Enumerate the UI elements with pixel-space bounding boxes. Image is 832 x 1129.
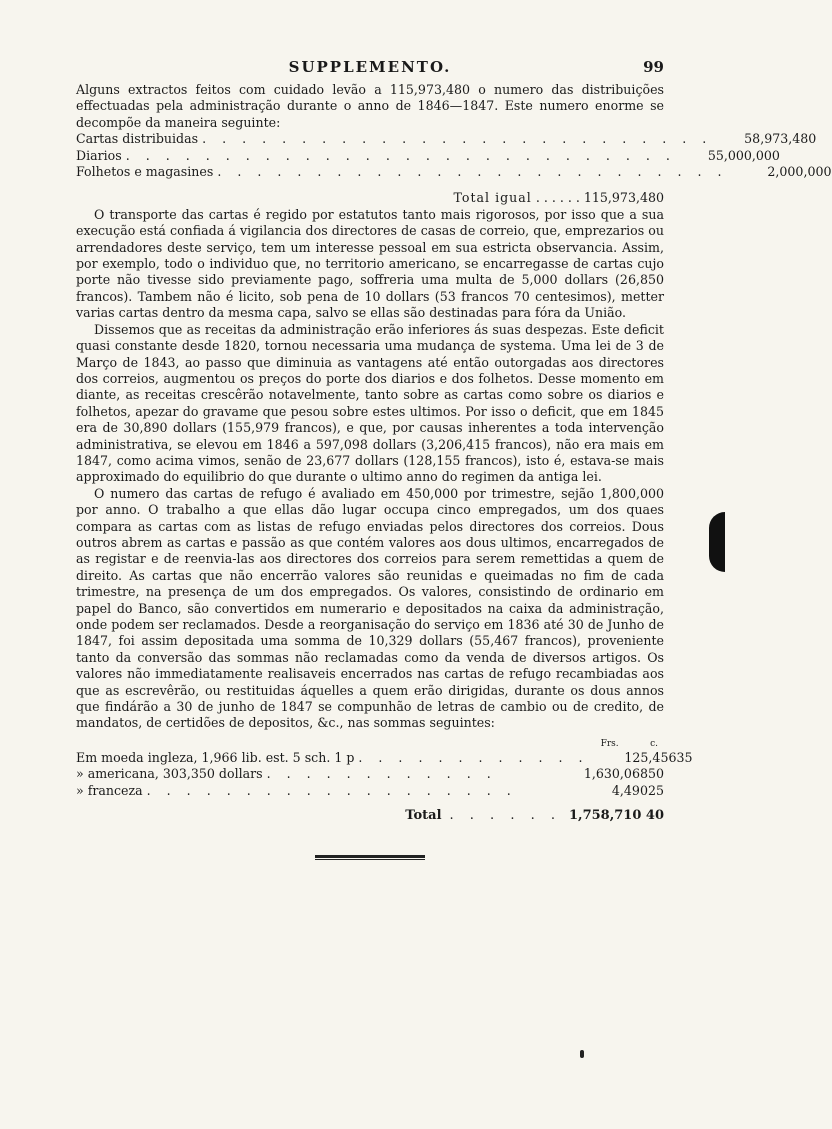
body-paragraph: Dissemos que as receitas da administração erão inferiores ás suas despezas. Este deficit quasi constante desde 1820, tornou necessaria uma mudança de systema. Uma lei de 3 de Março de 1843, ao passo que diminuia as vantagens até então outorgadas aos directores dos correios, augmentou os preços do porte dos diarios e dos folhetos. Desse momento em diante, as receitas crescêrão notavelmente, tanto sobre as cartas como sobre os diarios e folhetos, apezar do gravame que pesou sobre estes ultimos. Por isso o deficit, que em 1845 era de 30,890 dollars (155,979 francos), e que, por causas inherentes a toda intervenção administrativa, se elevou em 1846 a 597,098 dollars (3,206,415 francos), não era mais em 1847, como acima vimos, senão de 23,677 dollars (128,155 francos), isto é, estava-se mais approximado do equilibrio do que durante o ultimo anno do regimen da antiga lei. — [76, 321, 664, 485]
row-label: Cartas distribuidas — [76, 131, 199, 147]
distribution-table — [76, 131, 832, 207]
table-row — [76, 766, 664, 782]
row-label: Diarios — [76, 147, 122, 163]
dot-leader: . . . . . . — [449, 808, 561, 824]
distribution-total — [76, 190, 664, 206]
dot-leader: . . . . . . . . . . . . . . . . . . . . . . . . . . . . — [125, 147, 676, 163]
row-value: 58,973,480 — [744, 131, 817, 147]
page-title: SUPPLEMENTO. — [288, 58, 452, 76]
row-label: » americana, 303,350 dollars — [76, 766, 263, 782]
page-number: 99 — [643, 58, 664, 76]
row-label: » franceza — [76, 782, 143, 798]
dot-leader: . . . . . . . . . . . . — [266, 766, 497, 782]
table-row — [76, 131, 817, 147]
table-row — [76, 783, 664, 799]
dot-leader: . . . . . . . . . . . . . . . . . . . . . . . . . . — [217, 164, 728, 180]
row-label: Folhetos e magasines — [76, 164, 214, 180]
total-label: Total igual — [453, 190, 532, 206]
dot-leader: . . . . . . — [535, 190, 584, 206]
ink-mark — [580, 1050, 584, 1058]
body-paragraph: O transporte das cartas é regido por estatutos tanto mais rigorosos, por isso que a sua execução está confiada á vigilancia dos directores de casas de correio, que, emprezarios ou arrendadores deste serviço, tem um interesse pessoal em sua estricta observancia. Assim, por exemplo, todo o individuo que, no territorio americano, se encarregasse de cartas cujo porte não tivesse sido previamente pago, soffreria uma multa de 5,000 dollars (26,850 francos). Tambem não é licito, sob pena de 10 dollars (53 francos 70 centesimos), metter varias cartas dentro da mesma capa, salvo se ellas são destinadas para fóra da União. — [76, 206, 664, 321]
table-row — [76, 147, 780, 164]
column-header — [76, 738, 664, 750]
column-header-centimes: c. — [650, 738, 658, 749]
total-label: Total — [405, 808, 442, 824]
row-value: 1,630,06850 — [583, 766, 664, 782]
currency-table — [76, 738, 693, 825]
dot-leader: . . . . . . . . . . . . . . . . . . . . . . . . . . — [202, 131, 713, 147]
page-header — [76, 58, 664, 82]
dot-leader: . . . . . . . . . . . . — [358, 749, 589, 765]
row-label: Em moeda ingleza, 1,966 lib. est. 5 sch. 1 p — [76, 749, 355, 765]
total-value: 115,973,480 — [583, 190, 664, 206]
row-value: 125,45635 — [624, 749, 693, 765]
row-value: 4,49025 — [611, 782, 664, 798]
ink-blot — [709, 512, 725, 572]
dot-leader: . . . . . . . . . . . . . . . . . . . — [146, 782, 517, 798]
column-header-francs: Frs. — [600, 738, 619, 749]
body-paragraph: O numero das cartas de refugo é avaliado em 450,000 por trimestre, sejão 1,800,000 por anno. O trabalho a que ellas dão lugar occupa cinco empregados, um dos quaes compara as cartas com as listas de refugo enviadas pelos directores dos correios. Dous outros abrem as cartas e passão as que contém valores aos dous ultimos, encarregados de as registar e de reenvia-las aos directores dos correios para serem remettidas a quem de direito. As cartas que não encerrão valores são reunidas e queimadas no fim de cada trimestre, na presença de um dos empregados. Os valores, consistindo de ordinario em papel do Banco, são convertidos em numerario e depositados na caixa da administração, onde podem ser reclamados. Desde a reorganisação do serviço em 1836 até 30 de Junho de 1847, foi assim depositada uma somma de 10,329 dollars (55,467 francos), proveniente tanto da conversão das sommas não reclamadas como da venda de diversos artigos. Os valores não immediatamente realisaveis encerrados nas cartas de refugo recambiadas aos que as escrevêrão, ou restituidas áquelles a quem erão dirigidas, durante os dous annos que findárão a 30 de junho de 1847 se compunhão de letras de cambio ou de credito, de mandatos, de certidões de depositos, &c., nas sommas seguintes: — [76, 485, 664, 731]
row-value: 55,000,000 — [707, 147, 780, 163]
table-row — [76, 164, 832, 180]
row-value: 2,000,000 — [767, 164, 832, 180]
intro-paragraph: Alguns extractos feitos com cuidado levão a 115,973,480 o numero das distribuições effectuadas pela administração durante o anno de 1846—1847. Este numero enorme se decompõe da maneira seguinte: — [76, 82, 664, 130]
section-divider — [315, 855, 425, 860]
table-row — [76, 749, 693, 766]
document-page — [76, 58, 832, 860]
currency-total — [76, 807, 664, 825]
total-value: 1,758,710 40 — [569, 808, 664, 824]
